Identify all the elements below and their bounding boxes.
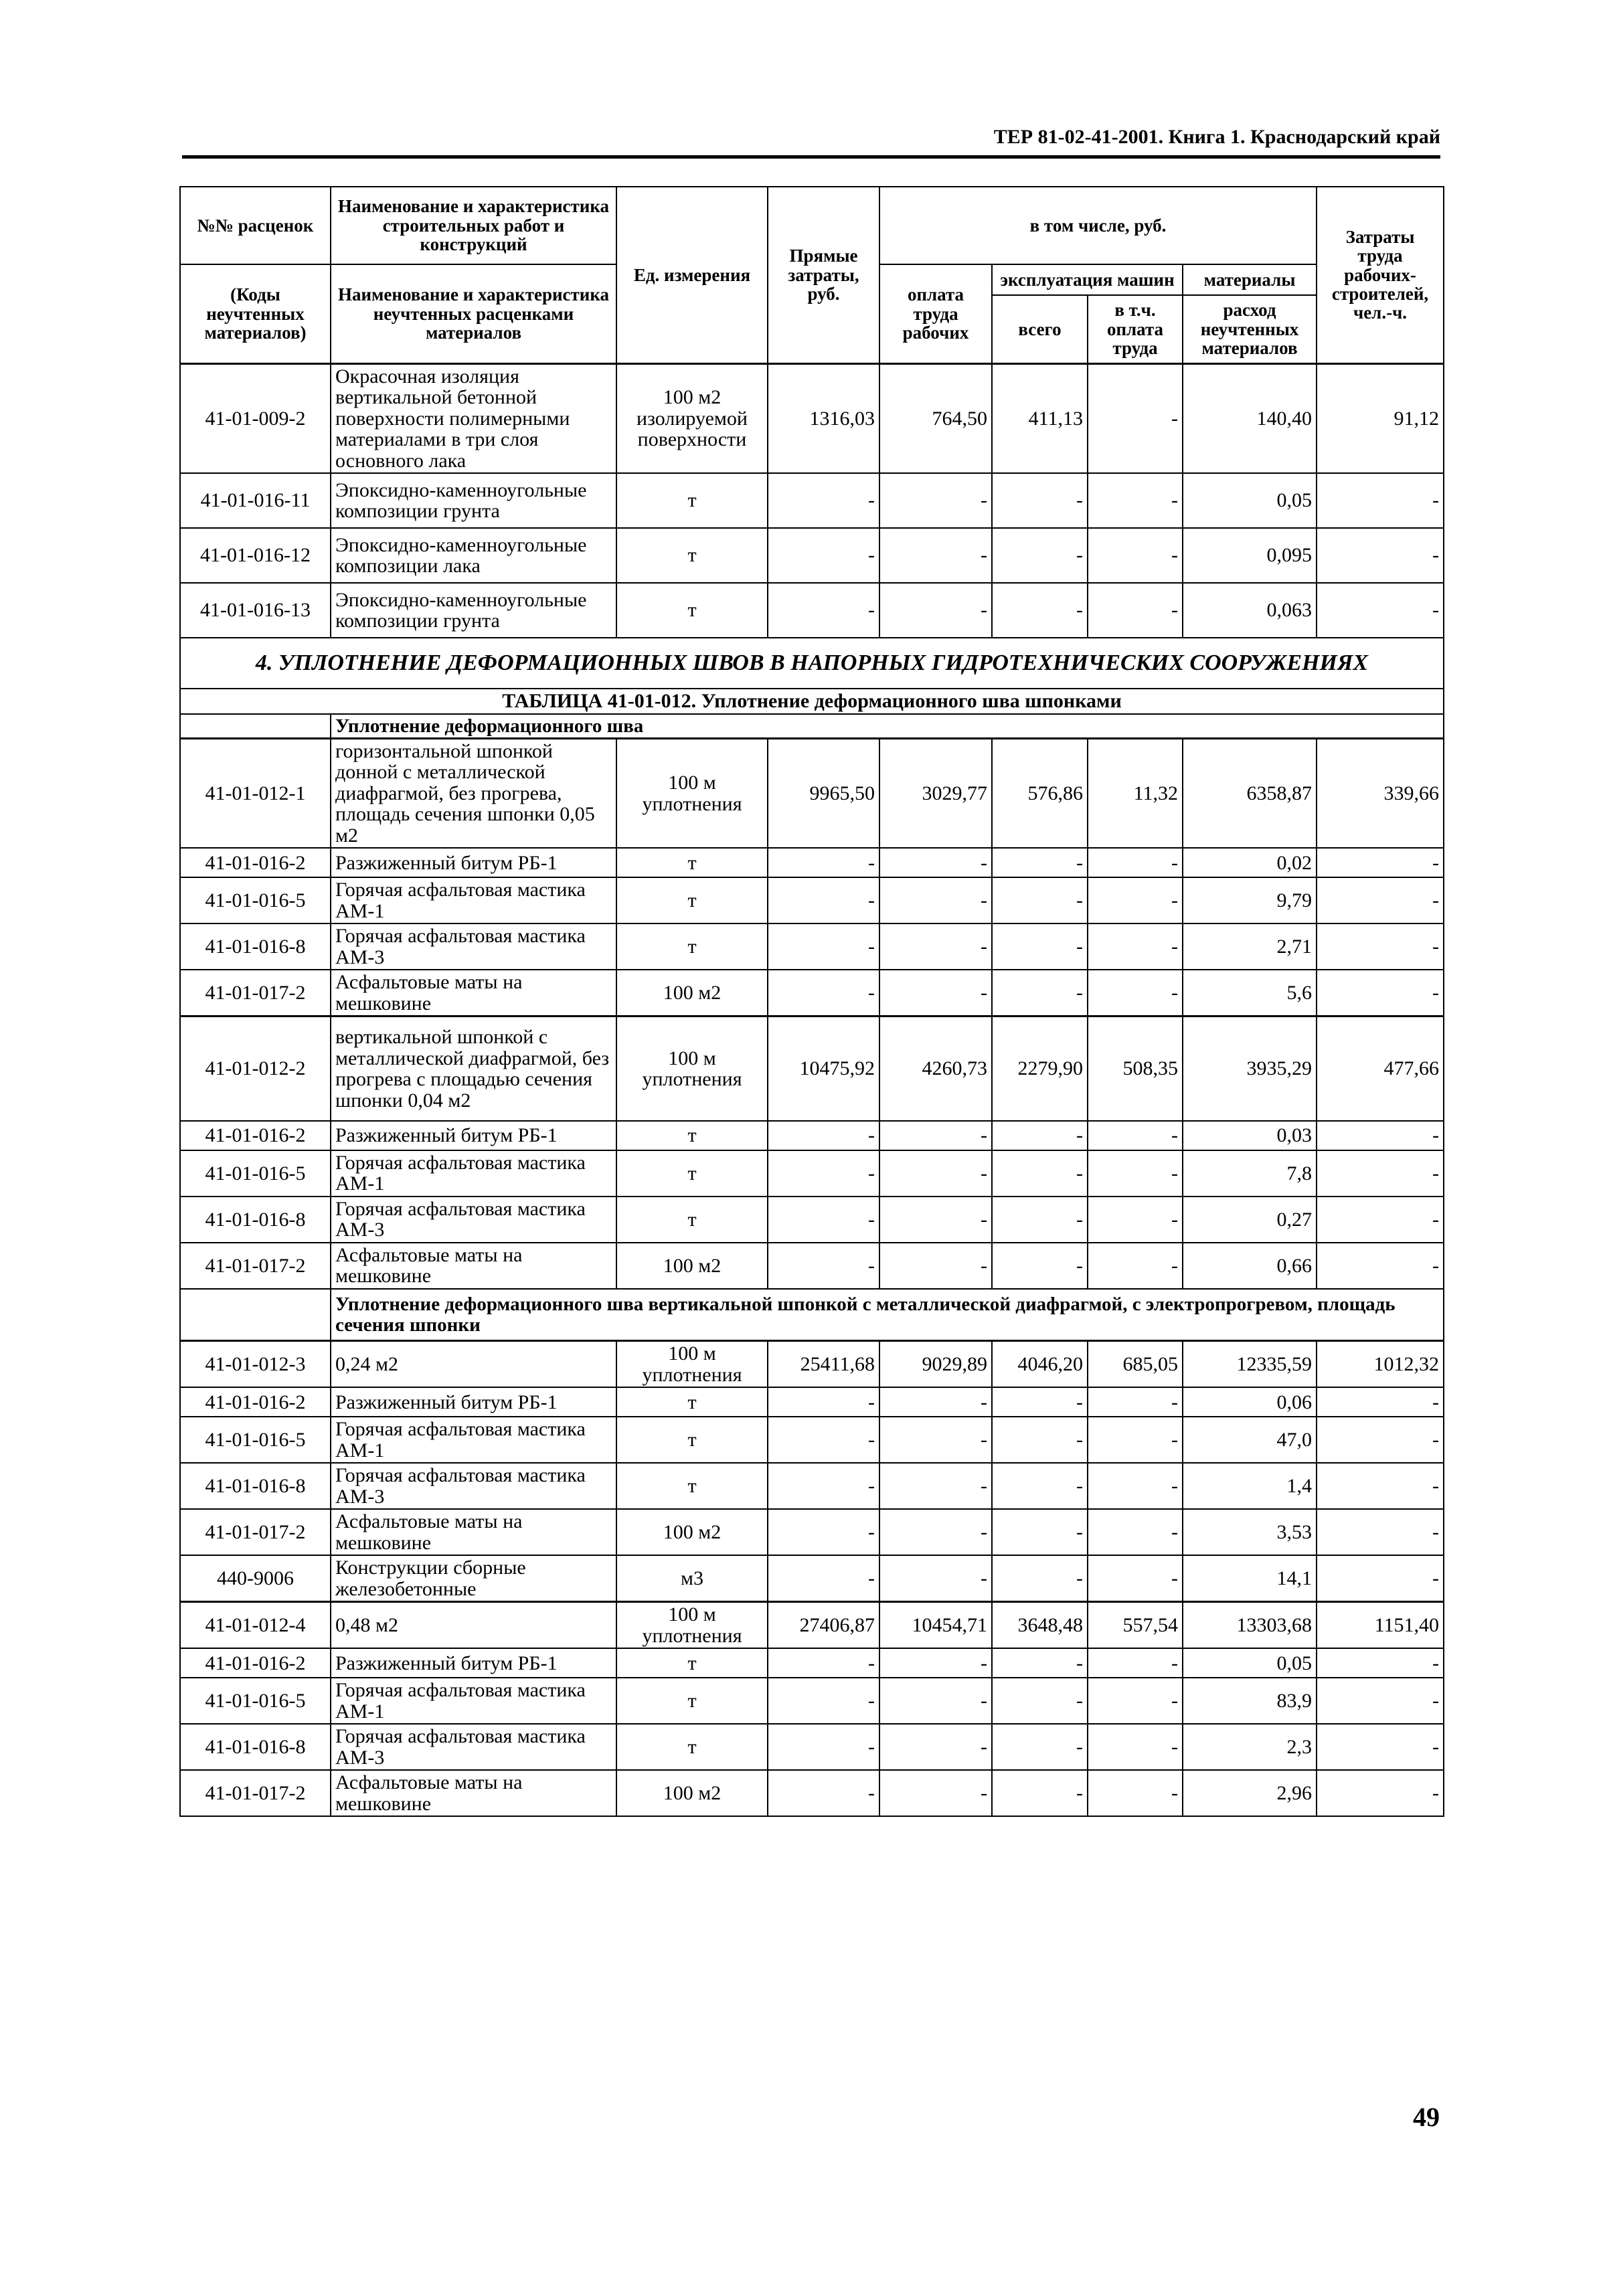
- unit-cell: 100 м уплотнения: [616, 738, 768, 848]
- materials-cost: 0,03: [1183, 1121, 1317, 1150]
- rate-code: 41-01-016-5: [180, 1150, 331, 1197]
- labor-cost: -: [1317, 1387, 1444, 1417]
- direct-cost: -: [768, 1555, 879, 1602]
- materials-cost: 2,71: [1183, 923, 1317, 970]
- rate-code: 41-01-012-1: [180, 738, 331, 848]
- work-name: 0,48 м2: [331, 1602, 616, 1649]
- machines-total: -: [992, 1150, 1088, 1197]
- labor-cost: -: [1317, 1770, 1444, 1816]
- rate-code: 41-01-016-2: [180, 1387, 331, 1417]
- direct-cost: -: [768, 1121, 879, 1150]
- unit-cell: 100 м2: [616, 970, 768, 1017]
- labor-pay: -: [879, 473, 992, 528]
- table-row: [180, 1150, 1444, 1197]
- direct-cost: 10475,92: [768, 1017, 879, 1121]
- materials-cost: 3935,29: [1183, 1017, 1317, 1121]
- subtitle-text: Уплотнение деформационного шва: [331, 714, 1444, 739]
- labor-pay: 764,50: [879, 363, 992, 473]
- machines-total: -: [992, 1724, 1088, 1770]
- materials-cost: 6358,87: [1183, 738, 1317, 848]
- machines-total: 4046,20: [992, 1341, 1088, 1388]
- machines-labor: -: [1088, 970, 1183, 1017]
- rate-code: 41-01-016-12: [180, 528, 331, 583]
- col-including: в том числе, руб.: [879, 187, 1317, 264]
- machines-total: -: [992, 528, 1088, 583]
- rate-code: 41-01-016-2: [180, 1121, 331, 1150]
- machines-total: -: [992, 1555, 1088, 1602]
- unit-cell: т: [616, 1197, 768, 1243]
- unit-cell: т: [616, 473, 768, 528]
- rate-code: 41-01-016-2: [180, 848, 331, 877]
- table-row: [180, 528, 1444, 583]
- labor-cost: -: [1317, 1243, 1444, 1289]
- labor-cost: -: [1317, 1509, 1444, 1555]
- col-name-bottom: Наименование и характеристика неучтенных расценками материалов: [331, 264, 616, 363]
- table-row: [180, 1017, 1444, 1121]
- machines-labor: 685,05: [1088, 1341, 1183, 1388]
- direct-cost: -: [768, 1243, 879, 1289]
- table-row: [180, 1509, 1444, 1555]
- machines-total: -: [992, 877, 1088, 923]
- labor-pay: 9029,89: [879, 1341, 992, 1388]
- work-name: Горячая асфальтовая мастика АМ-3: [331, 1724, 616, 1770]
- labor-pay: 4260,73: [879, 1017, 992, 1121]
- work-name: Асфальтовые маты на мешковине: [331, 1509, 616, 1555]
- direct-cost: -: [768, 1509, 879, 1555]
- machines-labor: -: [1088, 1121, 1183, 1150]
- labor-pay: -: [879, 923, 992, 970]
- labor-pay: -: [879, 1770, 992, 1816]
- col-materials-sub: расход неучтенных материалов: [1183, 295, 1317, 363]
- machines-labor: -: [1088, 877, 1183, 923]
- work-name: Горячая асфальтовая мастика АМ-3: [331, 923, 616, 970]
- machines-total: -: [992, 583, 1088, 638]
- machines-labor: -: [1088, 1243, 1183, 1289]
- rate-code: 41-01-012-3: [180, 1341, 331, 1388]
- machines-total: -: [992, 1648, 1088, 1678]
- direct-cost: -: [768, 848, 879, 877]
- col-unit: Ед. измерения: [616, 187, 768, 363]
- table-row: [180, 923, 1444, 970]
- machines-total: -: [992, 923, 1088, 970]
- direct-cost: -: [768, 1150, 879, 1197]
- labor-cost: -: [1317, 1724, 1444, 1770]
- machines-labor: -: [1088, 1724, 1183, 1770]
- work-name: Окрасочная изоляция вертикальной бетонной поверхности полимерными материалами в три слоя основного лака: [331, 363, 616, 473]
- table-title-row: [180, 689, 1444, 714]
- machines-total: -: [992, 1678, 1088, 1724]
- labor-pay: -: [879, 877, 992, 923]
- machines-total: -: [992, 1417, 1088, 1463]
- direct-cost: 9965,50: [768, 738, 879, 848]
- materials-cost: 0,05: [1183, 473, 1317, 528]
- work-name: Разжиженный битум РБ-1: [331, 1121, 616, 1150]
- unit-cell: т: [616, 848, 768, 877]
- machines-total: -: [992, 970, 1088, 1017]
- work-name: Горячая асфальтовая мастика АМ-3: [331, 1463, 616, 1509]
- machines-labor: -: [1088, 1678, 1183, 1724]
- work-name: Конструкции сборные железобетонные: [331, 1555, 616, 1602]
- table-row: [180, 1555, 1444, 1602]
- labor-cost: -: [1317, 1197, 1444, 1243]
- rate-code: 41-01-009-2: [180, 363, 331, 473]
- materials-cost: 47,0: [1183, 1417, 1317, 1463]
- materials-cost: 0,27: [1183, 1197, 1317, 1243]
- machines-labor: 508,35: [1088, 1017, 1183, 1121]
- rate-code: 41-01-016-5: [180, 1678, 331, 1724]
- labor-pay: -: [879, 1150, 992, 1197]
- table-row: [180, 970, 1444, 1017]
- header-title: ТЕР 81-02-41-2001. Книга 1. Краснодарский край: [993, 126, 1440, 148]
- machines-total: -: [992, 1770, 1088, 1816]
- unit-cell: 100 м2: [616, 1770, 768, 1816]
- labor-pay: 10454,71: [879, 1602, 992, 1649]
- table-row: [180, 583, 1444, 638]
- labor-cost: -: [1317, 1121, 1444, 1150]
- rate-code: 41-01-016-2: [180, 1648, 331, 1678]
- col-labor-pay: оплата труда рабочих: [879, 264, 992, 363]
- col-direct: Прямые затраты, руб.: [768, 187, 879, 363]
- rate-code: 41-01-012-2: [180, 1017, 331, 1121]
- unit-cell: т: [616, 1678, 768, 1724]
- rates-table: [179, 186, 1444, 1817]
- work-name: Асфальтовые маты на мешковине: [331, 970, 616, 1017]
- rate-code: 41-01-016-8: [180, 923, 331, 970]
- machines-labor: -: [1088, 473, 1183, 528]
- unit-cell: т: [616, 1150, 768, 1197]
- labor-cost: -: [1317, 1150, 1444, 1197]
- table-row: [180, 1243, 1444, 1289]
- rate-code: 41-01-016-11: [180, 473, 331, 528]
- labor-cost: -: [1317, 848, 1444, 877]
- machines-labor: -: [1088, 1197, 1183, 1243]
- machines-labor: 557,54: [1088, 1602, 1183, 1649]
- labor-pay: -: [879, 1509, 992, 1555]
- direct-cost: -: [768, 1463, 879, 1509]
- header-rule: [182, 155, 1440, 159]
- materials-cost: 0,66: [1183, 1243, 1317, 1289]
- col-machines-total: всего: [992, 295, 1088, 363]
- materials-cost: 0,063: [1183, 583, 1317, 638]
- table-row: [180, 1341, 1444, 1388]
- col-materials: материалы: [1183, 264, 1317, 295]
- labor-cost: 91,12: [1317, 363, 1444, 473]
- labor-cost: -: [1317, 923, 1444, 970]
- unit-cell: т: [616, 583, 768, 638]
- direct-cost: -: [768, 1724, 879, 1770]
- labor-pay: -: [879, 583, 992, 638]
- labor-cost: 1012,32: [1317, 1341, 1444, 1388]
- machines-total: 2279,90: [992, 1017, 1088, 1121]
- work-name: Горячая асфальтовая мастика АМ-1: [331, 1150, 616, 1197]
- direct-cost: -: [768, 1417, 879, 1463]
- subtitle-code-cell: [180, 714, 331, 739]
- work-name: Эпоксидно-каменноугольные композиции грунта: [331, 473, 616, 528]
- unit-cell: т: [616, 923, 768, 970]
- work-name: Асфальтовые маты на мешковине: [331, 1243, 616, 1289]
- machines-total: -: [992, 1509, 1088, 1555]
- machines-total: -: [992, 473, 1088, 528]
- direct-cost: 1316,03: [768, 363, 879, 473]
- rate-code: 41-01-017-2: [180, 1509, 331, 1555]
- labor-pay: -: [879, 1555, 992, 1602]
- labor-pay: -: [879, 970, 992, 1017]
- direct-cost: -: [768, 528, 879, 583]
- machines-total: -: [992, 1197, 1088, 1243]
- machines-labor: -: [1088, 848, 1183, 877]
- page-number: 49: [1413, 2102, 1440, 2132]
- labor-pay: 3029,77: [879, 738, 992, 848]
- running-header: [182, 126, 1440, 153]
- machines-total: -: [992, 1463, 1088, 1509]
- rate-code: 41-01-017-2: [180, 1243, 331, 1289]
- labor-cost: 339,66: [1317, 738, 1444, 848]
- table-row: [180, 738, 1444, 848]
- direct-cost: -: [768, 877, 879, 923]
- machines-labor: -: [1088, 1417, 1183, 1463]
- subtitle-code-cell: [180, 1289, 331, 1341]
- unit-cell: 100 м2 изолируемой поверхности: [616, 363, 768, 473]
- rate-code: 41-01-017-2: [180, 970, 331, 1017]
- materials-cost: 2,3: [1183, 1724, 1317, 1770]
- machines-total: -: [992, 848, 1088, 877]
- unit-cell: 100 м2: [616, 1243, 768, 1289]
- col-labor-cost: Затраты труда рабочих-строителей, чел.-ч.: [1317, 187, 1444, 363]
- subtitle-row: [180, 714, 1444, 739]
- rate-code: 440-9006: [180, 1555, 331, 1602]
- labor-cost: -: [1317, 1678, 1444, 1724]
- materials-cost: 0,05: [1183, 1648, 1317, 1678]
- materials-cost: 5,6: [1183, 970, 1317, 1017]
- labor-pay: -: [879, 848, 992, 877]
- unit-cell: м3: [616, 1555, 768, 1602]
- direct-cost: -: [768, 970, 879, 1017]
- table-row: [180, 363, 1444, 473]
- unit-cell: т: [616, 528, 768, 583]
- labor-cost: -: [1317, 1463, 1444, 1509]
- materials-cost: 14,1: [1183, 1555, 1317, 1602]
- table-row: [180, 1387, 1444, 1417]
- work-name: Разжиженный битум РБ-1: [331, 1648, 616, 1678]
- work-name: Горячая асфальтовая мастика АМ-1: [331, 877, 616, 923]
- machines-labor: -: [1088, 1509, 1183, 1555]
- materials-cost: 0,06: [1183, 1387, 1317, 1417]
- machines-labor: -: [1088, 1770, 1183, 1816]
- labor-cost: -: [1317, 583, 1444, 638]
- direct-cost: -: [768, 923, 879, 970]
- table-row: [180, 1648, 1444, 1678]
- direct-cost: -: [768, 1678, 879, 1724]
- work-name: Эпоксидно-каменноугольные композиции лака: [331, 528, 616, 583]
- machines-labor: -: [1088, 923, 1183, 970]
- rate-code: 41-01-016-5: [180, 1417, 331, 1463]
- machines-labor: -: [1088, 1387, 1183, 1417]
- col-code-bottom: (Коды неучтенных материалов): [180, 264, 331, 363]
- unit-cell: т: [616, 1648, 768, 1678]
- col-code-top: №№ расценок: [180, 187, 331, 264]
- machines-total: -: [992, 1243, 1088, 1289]
- materials-cost: 1,4: [1183, 1463, 1317, 1509]
- labor-pay: -: [879, 1648, 992, 1678]
- machines-labor: -: [1088, 583, 1183, 638]
- table-row: [180, 473, 1444, 528]
- labor-cost: 1151,40: [1317, 1602, 1444, 1649]
- col-machines-labor: в т.ч. оплата труда: [1088, 295, 1183, 363]
- machines-total: 576,86: [992, 738, 1088, 848]
- table-row: [180, 1770, 1444, 1816]
- labor-cost: -: [1317, 473, 1444, 528]
- subtitle-text: Уплотнение деформационного шва вертикальной шпонкой с металлической диафрагмой, с электропрогревом, площадь сечения шпонки: [331, 1289, 1444, 1341]
- table-row: [180, 1417, 1444, 1463]
- materials-cost: 13303,68: [1183, 1602, 1317, 1649]
- work-name: Горячая асфальтовая мастика АМ-3: [331, 1197, 616, 1243]
- col-name-top: Наименование и характеристика строительных работ и конструкций: [331, 187, 616, 264]
- rate-code: 41-01-016-8: [180, 1724, 331, 1770]
- unit-cell: 100 м уплотнения: [616, 1341, 768, 1388]
- col-machines: эксплуатация машин: [992, 264, 1183, 295]
- labor-cost: -: [1317, 1648, 1444, 1678]
- work-name: Горячая асфальтовая мастика АМ-1: [331, 1678, 616, 1724]
- labor-pay: -: [879, 1463, 992, 1509]
- unit-cell: т: [616, 1724, 768, 1770]
- labor-pay: -: [879, 1121, 992, 1150]
- table-row: [180, 1602, 1444, 1649]
- table-body: [180, 363, 1444, 1816]
- labor-cost: 477,66: [1317, 1017, 1444, 1121]
- rate-code: 41-01-016-8: [180, 1197, 331, 1243]
- work-name: вертикальной шпонкой с металлической диафрагмой, без прогрева с площадью сечения шпонки 0,04 м2: [331, 1017, 616, 1121]
- labor-cost: -: [1317, 970, 1444, 1017]
- materials-cost: 140,40: [1183, 363, 1317, 473]
- section-title-row: [180, 638, 1444, 689]
- direct-cost: -: [768, 1197, 879, 1243]
- labor-pay: -: [879, 1243, 992, 1289]
- direct-cost: -: [768, 1770, 879, 1816]
- machines-labor: 11,32: [1088, 738, 1183, 848]
- unit-cell: т: [616, 877, 768, 923]
- labor-pay: -: [879, 1678, 992, 1724]
- direct-cost: -: [768, 583, 879, 638]
- machines-labor: -: [1088, 1555, 1183, 1602]
- work-name: 0,24 м2: [331, 1341, 616, 1388]
- direct-cost: 25411,68: [768, 1341, 879, 1388]
- labor-cost: -: [1317, 877, 1444, 923]
- table-row: [180, 848, 1444, 877]
- unit-cell: 100 м уплотнения: [616, 1017, 768, 1121]
- labor-pay: -: [879, 1724, 992, 1770]
- materials-cost: 12335,59: [1183, 1341, 1317, 1388]
- unit-cell: 100 м уплотнения: [616, 1602, 768, 1649]
- labor-cost: -: [1317, 1555, 1444, 1602]
- direct-cost: -: [768, 1387, 879, 1417]
- work-name: горизонтальной шпонкой донной с металлической диафрагмой, без прогрева, площадь сечения шпонки 0,05 м2: [331, 738, 616, 848]
- work-name: Эпоксидно-каменноугольные композиции грунта: [331, 583, 616, 638]
- rate-code: 41-01-017-2: [180, 1770, 331, 1816]
- machines-total: 411,13: [992, 363, 1088, 473]
- materials-cost: 2,96: [1183, 1770, 1317, 1816]
- unit-cell: т: [616, 1463, 768, 1509]
- subtitle-row: [180, 1289, 1444, 1341]
- table-row: [180, 1724, 1444, 1770]
- direct-cost: -: [768, 473, 879, 528]
- labor-pay: -: [879, 1387, 992, 1417]
- table-row: [180, 1197, 1444, 1243]
- table-row: [180, 1121, 1444, 1150]
- work-name: Асфальтовые маты на мешковине: [331, 1770, 616, 1816]
- rate-code: 41-01-016-5: [180, 877, 331, 923]
- materials-cost: 3,53: [1183, 1509, 1317, 1555]
- labor-cost: -: [1317, 528, 1444, 583]
- rate-code: 41-01-012-4: [180, 1602, 331, 1649]
- machines-labor: -: [1088, 528, 1183, 583]
- machines-total: 3648,48: [992, 1602, 1088, 1649]
- materials-cost: 9,79: [1183, 877, 1317, 923]
- work-name: Разжиженный битум РБ-1: [331, 1387, 616, 1417]
- work-name: Горячая асфальтовая мастика АМ-1: [331, 1417, 616, 1463]
- unit-cell: т: [616, 1417, 768, 1463]
- machines-total: -: [992, 1387, 1088, 1417]
- machines-labor: -: [1088, 1463, 1183, 1509]
- materials-cost: 0,095: [1183, 528, 1317, 583]
- labor-pay: -: [879, 1197, 992, 1243]
- unit-cell: 100 м2: [616, 1509, 768, 1555]
- materials-cost: 0,02: [1183, 848, 1317, 877]
- direct-cost: 27406,87: [768, 1602, 879, 1649]
- machines-labor: -: [1088, 1648, 1183, 1678]
- labor-pay: -: [879, 1417, 992, 1463]
- table-title: ТАБЛИЦА 41-01-012. Уплотнение деформационного шва шпонками: [180, 689, 1444, 714]
- rate-code: 41-01-016-13: [180, 583, 331, 638]
- table-row: [180, 1463, 1444, 1509]
- labor-pay: -: [879, 528, 992, 583]
- machines-labor: -: [1088, 363, 1183, 473]
- unit-cell: т: [616, 1121, 768, 1150]
- materials-cost: 83,9: [1183, 1678, 1317, 1724]
- direct-cost: -: [768, 1648, 879, 1678]
- section-title: 4. УПЛОТНЕНИЕ ДЕФОРМАЦИОННЫХ ШВОВ В НАПОРНЫХ ГИДРОТЕХНИЧЕСКИХ СООРУЖЕНИЯХ: [180, 638, 1444, 689]
- work-name: Разжиженный битум РБ-1: [331, 848, 616, 877]
- materials-cost: 7,8: [1183, 1150, 1317, 1197]
- rate-code: 41-01-016-8: [180, 1463, 331, 1509]
- labor-cost: -: [1317, 1417, 1444, 1463]
- table-row: [180, 1678, 1444, 1724]
- table-row: [180, 877, 1444, 923]
- unit-cell: т: [616, 1387, 768, 1417]
- machines-labor: -: [1088, 1150, 1183, 1197]
- machines-total: -: [992, 1121, 1088, 1150]
